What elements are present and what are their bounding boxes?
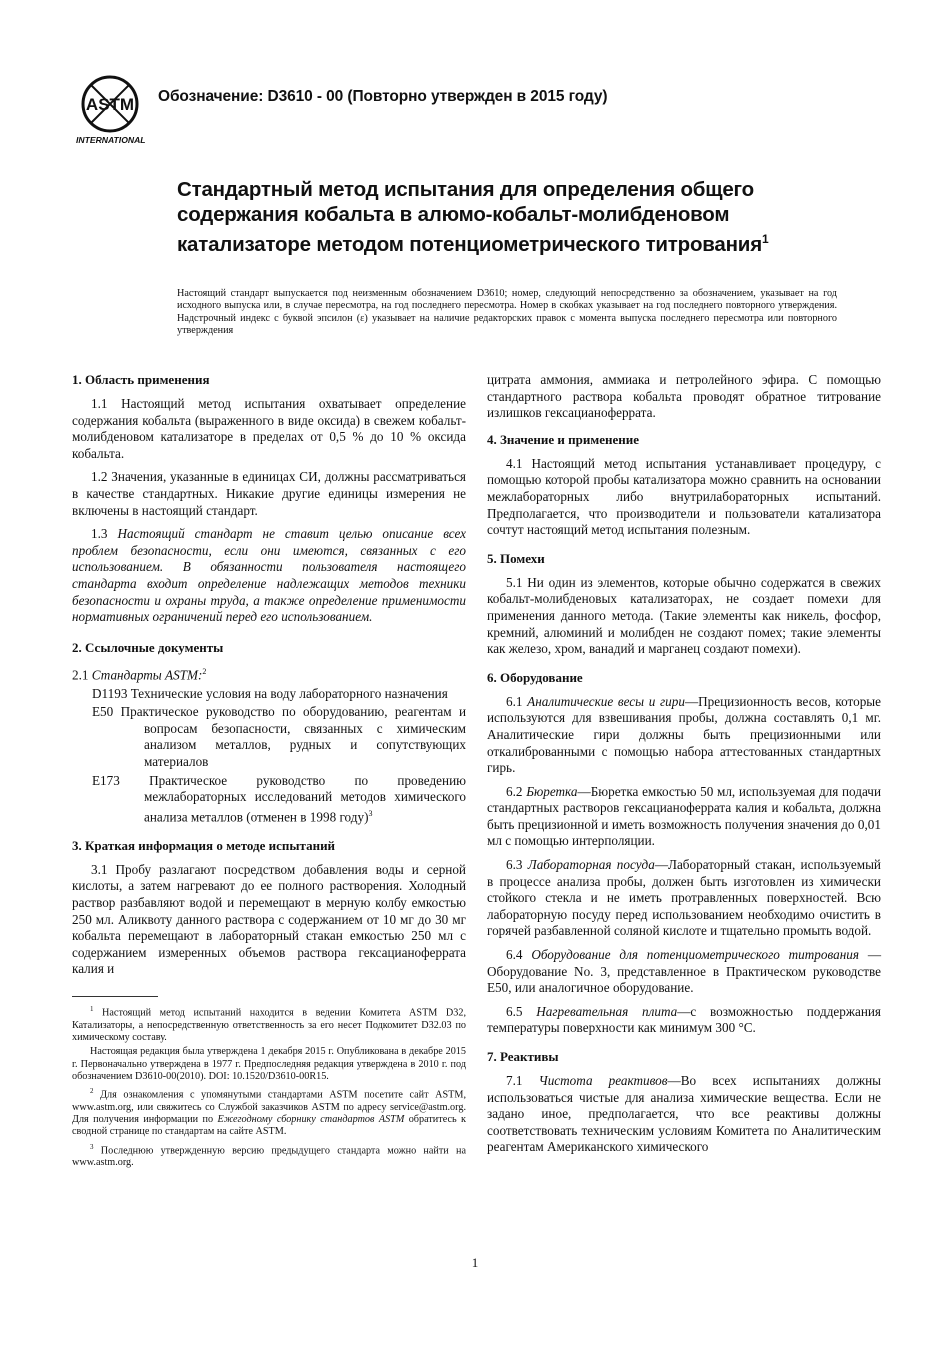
- reference-item: E173 Практическое руководство по проведению межлабораторных исследований методов химического анализа металлов (отменен в 1998 году)$^3$: [92, 772, 466, 825]
- paragraph: 3.1 Пробу разлагают посредством добавления воды и серной кислоты, а затем нагревают до ее полного растворения. Холодный раствор разбавляют водой и перемещают в мерную колбу емкостью 250 мл. Аликвоту данного раствора с содержанием от 10 мг до 30 мг кобальта перемещают в лабораторный стакан емкостью 250 мл с содержанием измеренных объемов раствора гексацианоферрата калия и: [72, 861, 466, 977]
- page-number: 1: [471, 1255, 479, 1270]
- paragraph: цитрата аммония, аммиака и петролейного эфира. С помощью стандартного раствора кобальта проводят обратное титрование излишков гексацианоферрата.: [487, 372, 881, 421]
- footnote: $^3$ Последнюю утвержденную версию предыдущего стандарта можно найти на www.astm.org.: [72, 1142, 466, 1169]
- logo-subtext: INTERNATIONAL: [76, 135, 146, 145]
- footnote: $^2$ Для ознакомления с упомянутыми стандартами ASTM посетите сайт ASTM, www.astm.org, или свяжитесь со Службой заказчиков ASTM по адресу service@astm.org. Для получения информации по Ежегодному сборнику стандартов ASTM обратитесь к сводной странице по стандартам на сайте ASTM.: [72, 1087, 466, 1138]
- paragraph: 6.2 Бюретка—Бюретка емкостью 50 мл, используемая для подачи стандартных растворов гексацианоферрата калия и кобальта, должна быть прецизионной и иметь возможность получения значения до 0,01 мл с помощью интерполяции.: [487, 783, 881, 849]
- paragraph: 1.1 Настоящий метод испытания охватывает определение содержания кобальта (выраженного в виде оксида) в свежем кобальт-молибденовом катализаторе в пределах от 0,5 % до 10 % оксида кобальта.: [72, 396, 466, 461]
- reference-item: D1193 Технические условия на воду лабораторного назначения: [92, 685, 448, 701]
- reference-item: E50 Практическое руководство по оборудованию, реагентам и вопросам безопасности, связанных с химическим анализом металлов, рудных и сопутствующих материалов: [92, 704, 466, 770]
- astm-logo: [72, 72, 154, 148]
- section-heading: 5. Помехи: [487, 550, 545, 566]
- paragraph: 6.5 Нагревательная плита—с возможностью поддержания температуры поверхности как минимум 300 °С.: [487, 1003, 882, 1036]
- designation: Обозначение: D3610 - 00 (Повторно утвержден в 2015 году): [158, 88, 608, 105]
- page-title: Стандартный метод испытания для определения общего содержания кобальта в алюмо-кобальт-молибденовом катализаторе методом потенциометрического титрования$^1$: [177, 178, 769, 256]
- ref-subheading: 2.1 Стандарты ASTM:$^2$: [72, 666, 207, 683]
- paragraph: 1.2 Значения, указанные в единицах СИ, должны рассматриваться в качестве стандартных. Никакие другие единицы измерения не включены в настоящий стандарт.: [72, 469, 466, 518]
- footnote-rule: [72, 996, 158, 997]
- section-heading: 4. Значение и применение: [487, 431, 640, 447]
- paragraph: 4.1 Настоящий метод испытания устанавливает процедуру, с помощью которой пробы катализатора можно сравнить на основании межлабораторных либо внутрилабораторных испытаний. Предполагается, что производители и пользователи катализатора сочтут настоящий метод испытания полезным.: [487, 455, 881, 538]
- paragraph: 1.3 Настоящий стандарт не ставит целью описание всех проблем безопасности, если они имеются, связанных с его использованием. В обязанности пользователя настоящего стандарта входит определение надлежащих методов техники безопасности и охраны труда, а также определение применимости нормативных ограничений перед его использованием.: [72, 526, 467, 625]
- footnote: $^1$ Настоящий метод испытаний находится в ведении Комитета ASTM D32, Катализаторы, а непосредственную ответственность за его несет Подкомитет D32.03 по химическому составу.: [72, 1005, 466, 1043]
- paragraph: 7.1 Чистота реактивов—Во всех испытаниях должны использоваться чистые для анализа химические вещества. Если не задано иное, предполагается, что все реактивы должны соответствовать техническим условиям Комитета по Аналитическим реагентам Американского химического: [487, 1073, 882, 1155]
- section-heading: 6. Оборудование: [487, 669, 583, 685]
- footnote: Настоящая редакция была утверждена 1 декабря 2015 г. Опубликована в декабре 2015 г. Первоначально утверждена в 1977 г. Предпоследняя редакция утверждена в 2010 г. под обозначением D3610-00(2010). DOI: 10.1520/D3610-00R15.: [72, 1046, 466, 1082]
- paragraph: 5.1 Ни один из элементов, которые обычно содержатся в свежих кобальт-молибденовых катализаторах, не создает помехи для применения данного метода. (Такие элементы как никель, фосфор, кремний, алюминий и молибден не создают помех; такие элементы как железо, хром, ванадий и марганец создают помехи).: [487, 574, 881, 657]
- section-heading: 1. Область применения: [72, 372, 210, 387]
- section-heading: 7. Реактивы: [487, 1049, 559, 1064]
- title-footnote-mark: 1: [761, 232, 769, 246]
- logo-text: ASTM: [85, 95, 135, 114]
- standard-notice: Настоящий стандарт выпускается под неизменным обозначением D3610; номер, следующий непосредственно за обозначением, указывает на год исходного выпуска или, в случае пересмотра, на год последнего пересмотра. Номер в скобках указывает на год последнего повторного утверждения. Надстрочный индекс с буквой эпсилон (ε) указывает на наличие редакторских правок с момента выпуска последнего пересмотра или повторного утверждения: [177, 288, 837, 337]
- paragraph: 6.4 Оборудование для потенциометрического титрования — Оборудование No. 3, представленное в Практическом руководстве E50, или аналогичное оборудование.: [487, 947, 881, 996]
- paragraph: 6.1 Аналитические весы и гири—Прецизионность весов, которые используются для взвешивания пробы, должна составлять 0,1 мг. Аналитические гири должны быть прецизионными или откалиброванными с помощью набора аттестованных стандартных гирь.: [487, 693, 882, 776]
- section-heading: 2. Ссылочные документы: [72, 639, 224, 655]
- section-heading: 3. Краткая информация о методе испытаний: [72, 837, 336, 853]
- paragraph: 6.3 Лабораторная посуда—Лабораторный стакан, используемый в процессе анализа пробы, должен быть изготовлен из химически стойкого стекла и не иметь протравленных поверхностей. Всю лабораторную посуду перед использованием необходимо очистить в горячей разбавленной соляной кислоте и тщательно промыть водой.: [487, 857, 881, 939]
- left-column: [72, 372, 466, 1172]
- right-column: [487, 372, 881, 1163]
